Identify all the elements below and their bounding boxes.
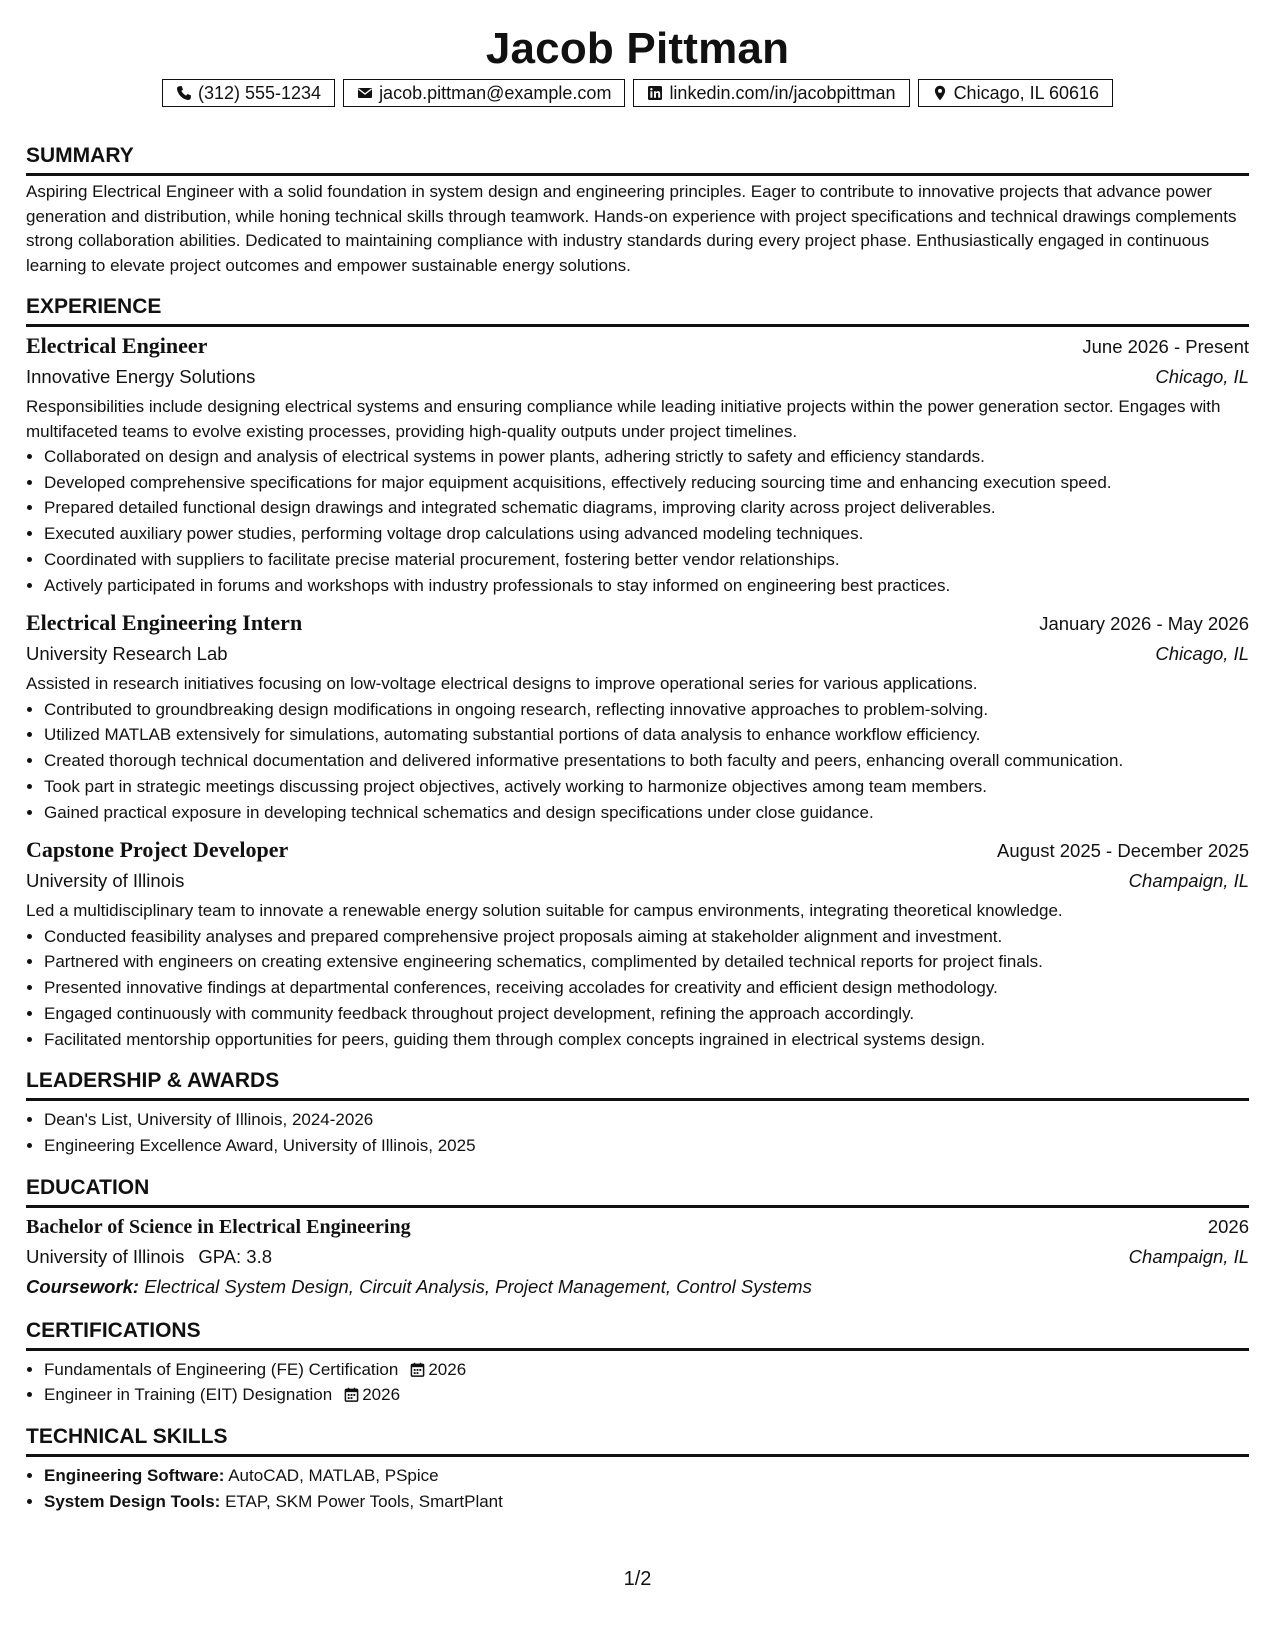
list-item — [44, 1382, 1249, 1408]
job-company: University Research Lab — [26, 643, 228, 665]
list-item: • Coordinated with suppliers to facilitate precise material procurement, fostering better vendor relationships. — [44, 547, 1249, 573]
list-item — [44, 1489, 1249, 1515]
contact-email[interactable] — [343, 79, 625, 107]
job-location: Chicago, IL — [1155, 366, 1249, 387]
list-item: • Prepared detailed functional design drawings and integrated schematic diagrams, improving clarity across project deliverables. — [44, 495, 1249, 521]
list-item: • Contributed to groundbreaking design modifications in ongoing research, reflecting innovative approaches to problem-solving. — [44, 697, 1249, 723]
school-name: University of Illinois — [26, 1245, 185, 1267]
awards-section — [26, 1068, 1249, 1158]
certifications-list — [26, 1357, 1249, 1408]
list-item: • Dean's List, University of Illinois, 2024-2026 — [44, 1107, 1249, 1133]
job-company: Innovative Energy Solutions — [26, 366, 256, 387]
job-company: University of Illinois — [26, 870, 185, 892]
contact-linkedin-text: linkedin.com/in/jacobpittman — [669, 82, 896, 103]
section-title-certifications: CERTIFICATIONS — [26, 1318, 201, 1342]
coursework — [26, 1272, 1249, 1302]
job-entry — [26, 331, 1249, 598]
list-item: • Engaged continuously with community feedback throughout project development, refining the approach accordingly. — [44, 1001, 1249, 1027]
list-item: • Utilized MATLAB extensively for simulations, automating substantial portions of data analysis to enhance workflow efficiency. — [44, 722, 1249, 748]
certification-name: Engineer in Training (EIT) Designation — [44, 1385, 333, 1405]
summary-text: Aspiring Electrical Engineer with a solid foundation in system design and engineering principles. Eager to contribute to innovative projects that advance power generation and distribution, while honing technical skills through teamwork. Hands-on experience with project specifications and technical drawings complements strong collaboration abilities. Dedicated to maintaining compliance with industry standards during every project phase. Enthusiastically engaged in continuous learning to elevate project outcomes and empower sustainable energy solutions. — [26, 182, 1237, 275]
job-description: Led a multidisciplinary team to innovate a renewable energy solution suitable for campus environments, integrating theoretical knowledge. — [26, 901, 1063, 921]
list-item: • Took part in strategic meetings discussing project objectives, actively working to harmonize objectives among team members. — [44, 774, 1249, 800]
job-title: Electrical Engineer — [26, 333, 208, 358]
section-divider — [26, 1454, 1249, 1457]
section-title-experience: EXPERIENCE — [26, 295, 162, 318]
gpa: GPA: 3.8 — [198, 1245, 273, 1267]
list-item: • Collaborated on design and analysis of electrical systems in power plants, adhering strictly to safety and efficiency standards. — [44, 444, 1249, 470]
list-item: • Executed auxiliary power studies, performing voltage drop calculations using advanced modeling techniques. — [44, 521, 1249, 547]
envelope-icon — [357, 85, 373, 101]
job-entry — [26, 835, 1249, 1052]
list-item: • Developed comprehensive specifications for major equipment acquisitions, effectively reducing sourcing time and enhancing execution speed. — [44, 470, 1249, 496]
list-item: • Actively participated in forums and workshops with industry professionals to stay informed on engineering best practices. — [44, 573, 1249, 599]
job-bullets — [26, 924, 1249, 1053]
list-item: • Created thorough technical documentation and delivered informative presentations to both faculty and peers, enhancing overall communication. — [44, 748, 1249, 774]
coursework-list: Electrical System Design, Circuit Analysis, Project Management, Control Systems — [144, 1275, 812, 1297]
certification-year: 2026 — [428, 1359, 467, 1379]
job-bullets — [26, 444, 1249, 598]
certification-year: 2026 — [362, 1385, 401, 1405]
education-section — [26, 1175, 1249, 1302]
job-entry — [26, 608, 1249, 825]
candidate-name: Jacob Pittman — [485, 24, 790, 73]
skill-value: AutoCAD, MATLAB, PSpice — [228, 1466, 439, 1486]
page-number: 1/2 — [623, 1568, 652, 1590]
section-title-skills: TECHNICAL SKILLS — [26, 1425, 228, 1449]
contact-phone-text: (312) 555-1234 — [197, 82, 322, 103]
contact-location-text: Chicago, IL 60616 — [953, 82, 1100, 103]
school-location: Champaign, IL — [1128, 1245, 1249, 1267]
map-marker-icon — [932, 85, 948, 101]
job-date: June 2026 - Present — [1082, 336, 1249, 357]
skill-label: Engineering Software: — [44, 1466, 225, 1486]
section-title-education: EDUCATION — [26, 1175, 150, 1199]
list-item: • Conducted feasibility analyses and prepared comprehensive project proposals aiming at stakeholder alignment and investment. — [44, 924, 1249, 950]
resume-page — [26, 0, 1249, 1514]
contact-bar — [26, 79, 1249, 107]
section-divider — [26, 1205, 1249, 1208]
list-item — [44, 1357, 1249, 1383]
job-title: Capstone Project Developer — [26, 837, 289, 863]
skill-label: System Design Tools: — [44, 1491, 221, 1511]
section-title-summary: SUMMARY — [26, 144, 134, 167]
summary-section — [26, 143, 1249, 278]
section-divider — [26, 173, 1249, 176]
job-location: Champaign, IL — [1128, 870, 1249, 892]
graduation-year: 2026 — [1207, 1215, 1249, 1237]
job-date: January 2026 - May 2026 — [1039, 613, 1249, 635]
list-item: • Partnered with engineers on creating extensive engineering schematics, complimented by detailed technical reports for project finals. — [44, 949, 1249, 975]
contact-linkedin[interactable] — [633, 79, 909, 107]
list-item — [44, 1463, 1249, 1489]
list-item: • Facilitated mentorship opportunities for peers, guiding them through complex concepts ingrained in electrical systems design. — [44, 1027, 1249, 1053]
section-title-awards: LEADERSHIP & AWARDS — [26, 1069, 280, 1093]
list-item: • Presented innovative findings at departmental conferences, receiving accolades for creativity and efficient design methodology. — [44, 975, 1249, 1001]
contact-location[interactable] — [918, 79, 1113, 107]
certification-name: Fundamentals of Engineering (FE) Certification — [44, 1359, 399, 1379]
job-date: August 2025 - December 2025 — [997, 840, 1249, 862]
linkedin-icon — [647, 85, 663, 101]
list-item: • Gained practical exposure in developing technical schematics and design specifications under close guidance. — [44, 800, 1249, 826]
skill-value: ETAP, SKM Power Tools, SmartPlant — [225, 1491, 503, 1511]
job-bullets — [26, 697, 1249, 826]
calendar-icon — [410, 1362, 425, 1377]
certifications-section — [26, 1318, 1249, 1408]
phone-icon — [176, 85, 192, 101]
skills-list — [26, 1463, 1249, 1514]
job-title: Electrical Engineering Intern — [26, 610, 303, 636]
skills-section — [26, 1424, 1249, 1514]
section-divider — [26, 1098, 1249, 1101]
calendar-icon — [344, 1387, 359, 1402]
degree-title: Bachelor of Science in Electrical Engineering — [26, 1215, 411, 1238]
list-item: • Engineering Excellence Award, University of Illinois, 2025 — [44, 1133, 1249, 1159]
contact-phone[interactable] — [162, 79, 335, 107]
job-location: Chicago, IL — [1155, 643, 1249, 665]
contact-email-text: jacob.pittman@example.com — [379, 82, 612, 103]
experience-section — [26, 294, 1249, 1052]
job-description: Assisted in research initiatives focusing on low-voltage electrical designs to improve operational series for various applications. — [26, 674, 978, 694]
section-divider — [26, 324, 1249, 327]
job-description: Responsibilities include designing electrical systems and ensuring compliance while leading initiative projects within the power generation sector. Engages with multifaceted teams to evolve existing processes, providing high-quality outputs under project timelines. — [26, 397, 1221, 441]
awards-list — [26, 1107, 1249, 1158]
coursework-label: Coursework: — [26, 1275, 140, 1297]
section-divider — [26, 1348, 1249, 1351]
